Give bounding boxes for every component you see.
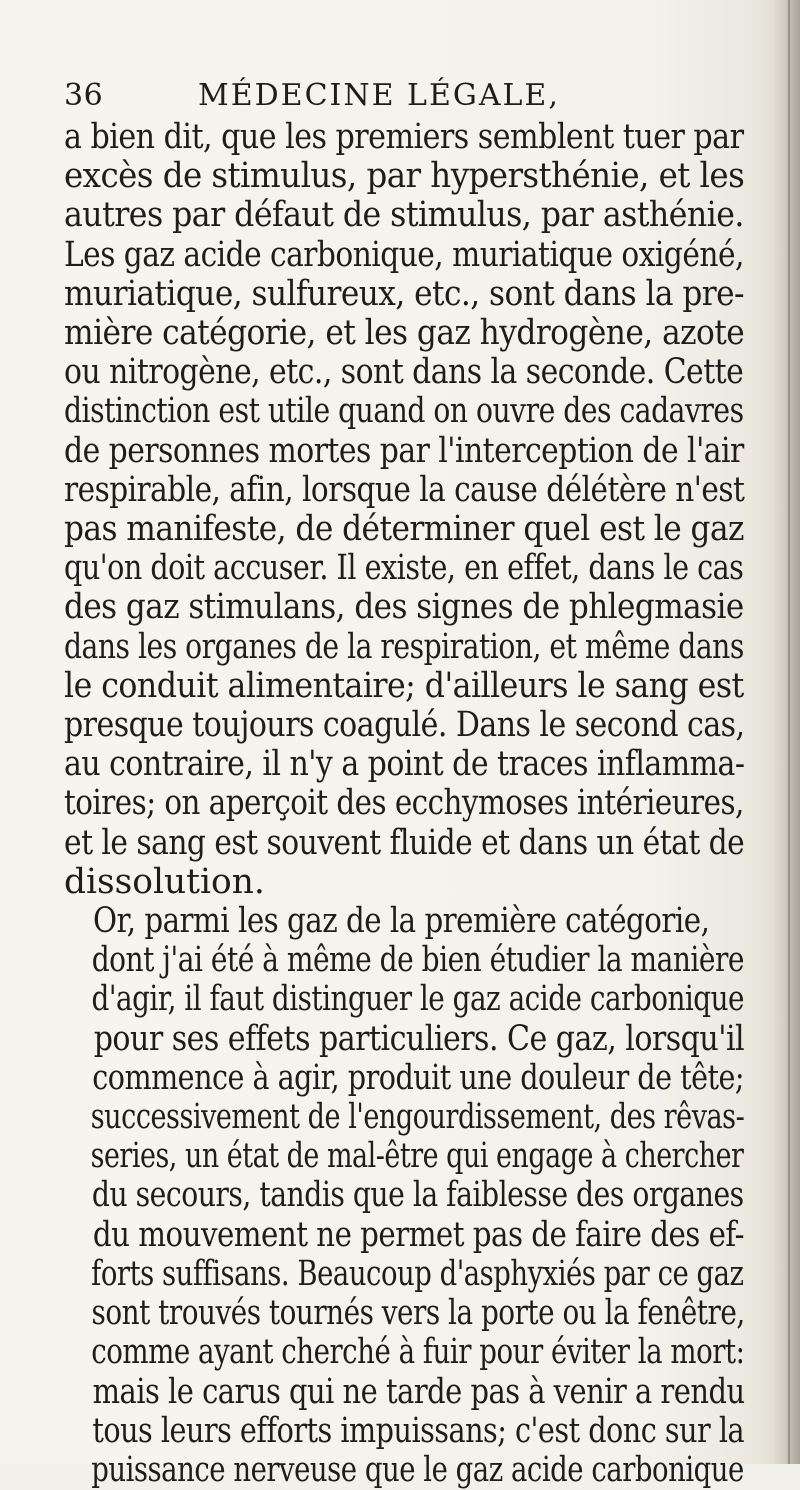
text-line: toires; on aperçoit des ecchymoses intérieures, bbox=[64, 783, 744, 824]
text-line: dont j'ai été à même de bien étudier la manière bbox=[91, 940, 745, 981]
text-line: dans les organes de la respiration, et même dans bbox=[64, 626, 744, 667]
text-line: forts suffisans. Beaucoup d'asphyxiés par ce gaz bbox=[91, 1253, 744, 1294]
body-text bbox=[64, 118, 744, 1490]
page-header bbox=[64, 74, 704, 118]
text-line: excès de stimulus, par hypersthénie, et les bbox=[64, 156, 745, 197]
text-line: Or, parmi les gaz de la première catégorie, bbox=[92, 901, 710, 942]
text-line: pour ses effets particuliers. Ce gaz, lorsqu'il bbox=[93, 1018, 745, 1059]
text-line: distinction est utile quand on ouvre des cadavres bbox=[64, 391, 744, 432]
text-line: mière catégorie, et les gaz hydrogène, azote bbox=[64, 313, 745, 354]
text-line: pas manifeste, de déterminer quel est le gaz bbox=[64, 509, 744, 550]
text-line: des gaz stimulans, des signes de phlegmasie bbox=[64, 587, 744, 628]
text-line: et le sang est souvent fluide et dans un état de bbox=[64, 822, 745, 863]
binding-edge bbox=[788, 0, 790, 1464]
page-gutter-shadow bbox=[772, 0, 800, 1464]
text-line: puissance nerveuse que le gaz acide carbonique bbox=[91, 1449, 744, 1490]
text-line: tous leurs efforts impuissans; c'est donc sur la bbox=[92, 1410, 745, 1451]
text-line: commence à agir, produit une douleur de tête; bbox=[92, 1057, 745, 1098]
text-line: mais le carus qui ne tarde pas à venir a rendu bbox=[92, 1371, 745, 1412]
text-line: respirable, afin, lorsque la cause délétère n'est bbox=[64, 469, 745, 510]
text-line: comme ayant cherché à fuir pour éviter la mort: bbox=[91, 1332, 745, 1373]
paragraph-1 bbox=[64, 118, 744, 902]
text-line: Les gaz acide carbonique, muriatique oxigéné, bbox=[64, 234, 744, 275]
text-line: sont trouvés tournés vers la porte ou la fenêtre, bbox=[91, 1293, 745, 1334]
text-line: presque toujours coagulé. Dans le second cas, bbox=[64, 705, 745, 746]
text-line: le conduit alimentaire; d'ailleurs le sang est bbox=[64, 665, 744, 706]
text-line: a bien dit, que les premiers semblent tuer par bbox=[64, 117, 744, 157]
text-line: dissolution. bbox=[64, 861, 265, 902]
text-line: ou nitrogène, etc., sont dans la seconde. Cette bbox=[64, 352, 744, 393]
text-line: du mouvement ne permet pas de faire des ef- bbox=[92, 1214, 745, 1255]
running-title: MÉDECINE LÉGALE, bbox=[198, 78, 560, 113]
text-line: muriatique, sulfureux, etc., sont dans la pre- bbox=[64, 273, 745, 314]
page-number: 36 bbox=[64, 78, 104, 113]
paragraph-2 bbox=[64, 902, 744, 1490]
text-line: qu'on doit accuser. Il existe, en effet, dans le cas bbox=[64, 548, 744, 589]
text-line: autres par défaut de stimulus, par asthénie. bbox=[64, 195, 744, 236]
text-line: de personnes mortes par l'interception de l'air bbox=[64, 430, 744, 471]
text-line: du secours, tandis que la faiblesse des organes bbox=[91, 1175, 744, 1216]
text-line: series, un état de mal-être qui engage à chercher bbox=[90, 1136, 744, 1177]
text-line: successivement de l'engourdissement, des rêvas- bbox=[90, 1097, 745, 1138]
text-line: d'agir, il faut distinguer le gaz acide carbonique bbox=[91, 979, 745, 1020]
text-line: au contraire, il n'y a point de traces inflamma- bbox=[64, 744, 745, 785]
